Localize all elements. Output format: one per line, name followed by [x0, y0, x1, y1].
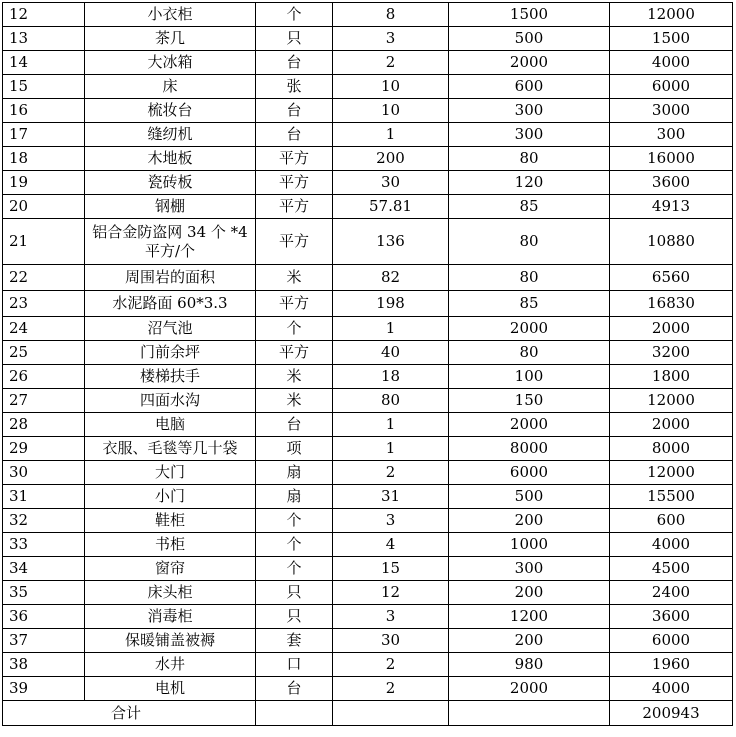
- row-number: 32: [3, 509, 85, 533]
- row-number: 18: [3, 147, 85, 171]
- table-row: [3, 389, 733, 413]
- item-unit: 平方: [256, 171, 333, 195]
- item-amount: 6000: [610, 75, 733, 99]
- table-row: [3, 485, 733, 509]
- row-number: 26: [3, 365, 85, 389]
- item-name: 瓷砖板: [85, 171, 256, 195]
- row-number: 14: [3, 51, 85, 75]
- item-amount: 8000: [610, 437, 733, 461]
- item-amount: 12000: [610, 3, 733, 27]
- item-unit-price: 980: [449, 653, 610, 677]
- item-unit: 个: [256, 509, 333, 533]
- item-unit: 只: [256, 27, 333, 51]
- row-number: 12: [3, 3, 85, 27]
- row-number: 13: [3, 27, 85, 51]
- row-number: 25: [3, 341, 85, 365]
- table-row: [3, 413, 733, 437]
- row-number: 29: [3, 437, 85, 461]
- table-row: [3, 581, 733, 605]
- item-unit-price: 2000: [449, 317, 610, 341]
- item-amount: 2000: [610, 413, 733, 437]
- item-unit-price: 100: [449, 365, 610, 389]
- item-quantity: 57.81: [333, 195, 449, 219]
- item-amount: 6560: [610, 265, 733, 291]
- table-row: [3, 291, 733, 317]
- item-name: 铝合金防盗网 34 个 *4 平方/个: [85, 219, 256, 265]
- item-amount: 3000: [610, 99, 733, 123]
- item-quantity: 2: [333, 653, 449, 677]
- table-row: [3, 75, 733, 99]
- item-quantity: 4: [333, 533, 449, 557]
- item-unit: 台: [256, 51, 333, 75]
- table-row: [3, 99, 733, 123]
- item-quantity: 10: [333, 99, 449, 123]
- item-unit: 米: [256, 389, 333, 413]
- row-number: 36: [3, 605, 85, 629]
- table-row: [3, 437, 733, 461]
- item-unit-price: 300: [449, 99, 610, 123]
- item-name: 门前余坪: [85, 341, 256, 365]
- item-name: 电机: [85, 677, 256, 701]
- item-quantity: 12: [333, 581, 449, 605]
- row-number: 37: [3, 629, 85, 653]
- item-amount: 3600: [610, 605, 733, 629]
- table-row: [3, 195, 733, 219]
- item-quantity: 30: [333, 171, 449, 195]
- row-number: 31: [3, 485, 85, 509]
- item-unit: 平方: [256, 147, 333, 171]
- item-name: 小衣柜: [85, 3, 256, 27]
- item-name: 床头柜: [85, 581, 256, 605]
- item-unit-price: 85: [449, 195, 610, 219]
- item-unit-price: 8000: [449, 437, 610, 461]
- row-number: 33: [3, 533, 85, 557]
- item-unit-price: 300: [449, 557, 610, 581]
- row-number: 19: [3, 171, 85, 195]
- item-unit: 个: [256, 557, 333, 581]
- table-row: [3, 341, 733, 365]
- item-quantity: 82: [333, 265, 449, 291]
- item-quantity: 198: [333, 291, 449, 317]
- table-row: [3, 3, 733, 27]
- item-name: 水泥路面 60*3.3: [85, 291, 256, 317]
- table-row: [3, 27, 733, 51]
- table-row: [3, 219, 733, 265]
- item-quantity: 1: [333, 123, 449, 147]
- item-unit-price: 600: [449, 75, 610, 99]
- item-quantity: 2: [333, 51, 449, 75]
- table-row: [3, 677, 733, 701]
- item-unit: 台: [256, 677, 333, 701]
- table-row: [3, 265, 733, 291]
- row-number: 21: [3, 219, 85, 265]
- item-amount: 2400: [610, 581, 733, 605]
- row-number: 16: [3, 99, 85, 123]
- item-name: 衣服、毛毯等几十袋: [85, 437, 256, 461]
- item-unit: 只: [256, 581, 333, 605]
- item-amount: 3200: [610, 341, 733, 365]
- item-name: 消毒柜: [85, 605, 256, 629]
- item-unit-price: 500: [449, 485, 610, 509]
- item-name: 缝纫机: [85, 123, 256, 147]
- item-name: 电脑: [85, 413, 256, 437]
- item-unit: 套: [256, 629, 333, 653]
- item-amount: 16000: [610, 147, 733, 171]
- row-number: 15: [3, 75, 85, 99]
- row-number: 38: [3, 653, 85, 677]
- item-name: 床: [85, 75, 256, 99]
- item-name: 沼气池: [85, 317, 256, 341]
- table-row: [3, 147, 733, 171]
- item-unit-price: 2000: [449, 413, 610, 437]
- item-unit: 扇: [256, 485, 333, 509]
- item-name: 楼梯扶手: [85, 365, 256, 389]
- item-unit: 台: [256, 123, 333, 147]
- item-unit-price: 300: [449, 123, 610, 147]
- row-number: 34: [3, 557, 85, 581]
- item-quantity: 8: [333, 3, 449, 27]
- item-name: 保暖铺盖被褥: [85, 629, 256, 653]
- item-amount: 12000: [610, 461, 733, 485]
- item-name: 木地板: [85, 147, 256, 171]
- item-amount: 1800: [610, 365, 733, 389]
- item-quantity: 2: [333, 677, 449, 701]
- item-name: 小门: [85, 485, 256, 509]
- item-quantity: 10: [333, 75, 449, 99]
- item-unit-price: 200: [449, 629, 610, 653]
- item-quantity: 2: [333, 461, 449, 485]
- item-unit-price: 500: [449, 27, 610, 51]
- total-amount: 200943: [610, 701, 733, 726]
- item-unit-price: 1200: [449, 605, 610, 629]
- item-name: 书柜: [85, 533, 256, 557]
- item-amount: 4000: [610, 677, 733, 701]
- item-amount: 1500: [610, 27, 733, 51]
- table-row: [3, 509, 733, 533]
- item-unit: 平方: [256, 341, 333, 365]
- item-quantity: 3: [333, 605, 449, 629]
- item-unit: 张: [256, 75, 333, 99]
- item-unit: 台: [256, 99, 333, 123]
- item-name: 大门: [85, 461, 256, 485]
- table-row: [3, 653, 733, 677]
- item-name: 四面水沟: [85, 389, 256, 413]
- item-unit-price: 6000: [449, 461, 610, 485]
- item-amount: 16830: [610, 291, 733, 317]
- item-amount: 15500: [610, 485, 733, 509]
- item-amount: 4000: [610, 533, 733, 557]
- table-row: [3, 533, 733, 557]
- item-amount: 4500: [610, 557, 733, 581]
- item-amount: 300: [610, 123, 733, 147]
- item-unit-price: 85: [449, 291, 610, 317]
- item-unit: 平方: [256, 195, 333, 219]
- row-number: 24: [3, 317, 85, 341]
- item-amount: 6000: [610, 629, 733, 653]
- item-amount: 12000: [610, 389, 733, 413]
- total-empty-price: [449, 701, 610, 726]
- item-quantity: 80: [333, 389, 449, 413]
- item-unit-price: 200: [449, 581, 610, 605]
- item-quantity: 1: [333, 317, 449, 341]
- total-empty-qty: [333, 701, 449, 726]
- item-quantity: 1: [333, 437, 449, 461]
- item-unit-price: 80: [449, 147, 610, 171]
- row-number: 30: [3, 461, 85, 485]
- table-row: [3, 629, 733, 653]
- table-row: [3, 557, 733, 581]
- item-amount: 1960: [610, 653, 733, 677]
- item-quantity: 18: [333, 365, 449, 389]
- item-name: 梳妆台: [85, 99, 256, 123]
- item-quantity: 3: [333, 509, 449, 533]
- item-unit: 个: [256, 317, 333, 341]
- row-number: 35: [3, 581, 85, 605]
- item-unit-price: 120: [449, 171, 610, 195]
- item-quantity: 40: [333, 341, 449, 365]
- item-quantity: 3: [333, 27, 449, 51]
- item-amount: 3600: [610, 171, 733, 195]
- item-unit: 只: [256, 605, 333, 629]
- row-number: 23: [3, 291, 85, 317]
- item-unit: 扇: [256, 461, 333, 485]
- table-row: [3, 171, 733, 195]
- row-number: 39: [3, 677, 85, 701]
- table-row: [3, 317, 733, 341]
- table-row: [3, 51, 733, 75]
- item-name: 鞋柜: [85, 509, 256, 533]
- item-unit: 项: [256, 437, 333, 461]
- total-row: [3, 701, 733, 726]
- item-unit-price: 1500: [449, 3, 610, 27]
- row-number: 22: [3, 265, 85, 291]
- item-unit: 口: [256, 653, 333, 677]
- row-number: 20: [3, 195, 85, 219]
- item-quantity: 1: [333, 413, 449, 437]
- total-label: 合计: [3, 701, 256, 726]
- item-quantity: 31: [333, 485, 449, 509]
- item-name: 窗帘: [85, 557, 256, 581]
- table-row: [3, 365, 733, 389]
- item-unit-price: 80: [449, 341, 610, 365]
- item-quantity: 15: [333, 557, 449, 581]
- row-number: 28: [3, 413, 85, 437]
- item-unit: 台: [256, 413, 333, 437]
- item-unit-price: 80: [449, 265, 610, 291]
- item-unit: 个: [256, 3, 333, 27]
- item-unit: 米: [256, 365, 333, 389]
- item-unit-price: 150: [449, 389, 610, 413]
- item-amount: 4913: [610, 195, 733, 219]
- total-empty-unit: [256, 701, 333, 726]
- item-unit-price: 2000: [449, 51, 610, 75]
- row-number: 27: [3, 389, 85, 413]
- item-amount: 2000: [610, 317, 733, 341]
- item-name: 水井: [85, 653, 256, 677]
- table-row: [3, 123, 733, 147]
- item-unit: 米: [256, 265, 333, 291]
- item-name: 茶几: [85, 27, 256, 51]
- item-amount: 600: [610, 509, 733, 533]
- compensation-table: [2, 2, 733, 726]
- item-amount: 4000: [610, 51, 733, 75]
- item-name: 周围岩的面积: [85, 265, 256, 291]
- item-unit-price: 200: [449, 509, 610, 533]
- item-quantity: 136: [333, 219, 449, 265]
- item-name: 大冰箱: [85, 51, 256, 75]
- item-unit: 个: [256, 533, 333, 557]
- table-row: [3, 461, 733, 485]
- table-row: [3, 605, 733, 629]
- item-quantity: 30: [333, 629, 449, 653]
- item-unit-price: 2000: [449, 677, 610, 701]
- item-name: 钢棚: [85, 195, 256, 219]
- item-unit-price: 1000: [449, 533, 610, 557]
- item-unit-price: 80: [449, 219, 610, 265]
- item-amount: 10880: [610, 219, 733, 265]
- item-quantity: 200: [333, 147, 449, 171]
- row-number: 17: [3, 123, 85, 147]
- item-unit: 平方: [256, 291, 333, 317]
- item-unit: 平方: [256, 219, 333, 265]
